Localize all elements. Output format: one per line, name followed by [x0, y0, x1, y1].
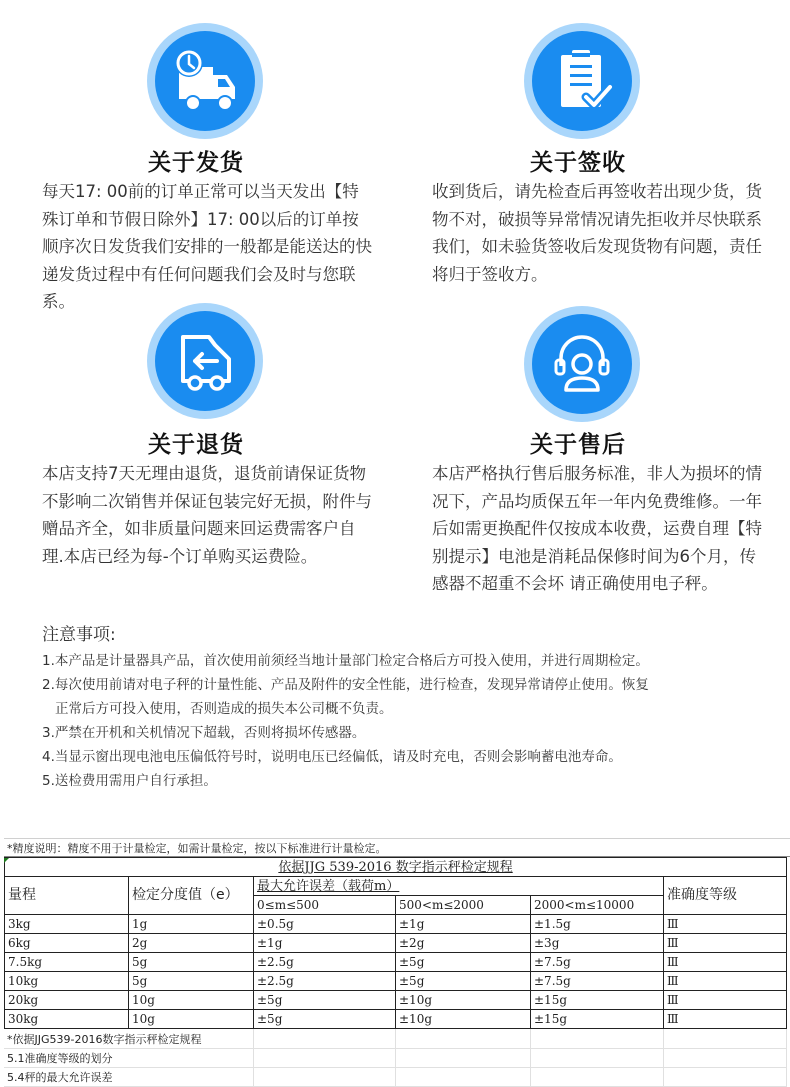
notes-title: 注意事项:	[42, 625, 116, 645]
header-division: 检定分度值（e）	[129, 877, 254, 915]
note-item: 正常后方可投入使用，否则造成的损失本公司概不负责。	[55, 701, 393, 717]
cell: Ⅲ	[664, 972, 787, 991]
cell: 10g	[129, 1010, 254, 1029]
accuracy-table	[4, 857, 787, 1029]
header-mpe-sub: 2000<m≤10000	[531, 896, 664, 915]
cell: ±5g	[396, 972, 531, 991]
cell: 10g	[129, 991, 254, 1010]
table-title: 依据JJG 539-2016 数字指示秤检定规程	[5, 858, 787, 877]
notes-section	[42, 620, 782, 793]
cell: 1g	[129, 915, 254, 934]
header-range: 量程	[5, 877, 129, 915]
footer-notes	[4, 1029, 787, 1087]
receipt-icon-badge	[524, 23, 640, 139]
cell: ±1g	[396, 915, 531, 934]
clipboard-check-icon	[542, 41, 622, 121]
accuracy-spreadsheet	[4, 838, 790, 1087]
cell: ±2.5g	[254, 972, 396, 991]
cell: Ⅲ	[664, 934, 787, 953]
aftersales-title: 关于售后	[530, 432, 626, 458]
cell-comment-marker	[4, 858, 9, 863]
table-row	[5, 915, 787, 934]
cell: 5g	[129, 972, 254, 991]
note-item: 1.本产品是计量器具产品，首次使用前须经当地计量部门检定合格后方可投入使用，并进行周期检定。	[42, 653, 649, 669]
cell: ±1.5g	[531, 915, 664, 934]
cell: 6kg	[5, 934, 129, 953]
cell: ±10g	[396, 1010, 531, 1029]
returns-title: 关于退货	[148, 432, 244, 458]
shipping-title: 关于发货	[148, 150, 244, 176]
footer-note: 5.4秤的最大允许误差	[4, 1067, 253, 1086]
headset-user-icon	[542, 324, 622, 404]
cell: Ⅲ	[664, 1010, 787, 1029]
table-row	[5, 991, 787, 1010]
cell: 3kg	[5, 915, 129, 934]
cell: 20kg	[5, 991, 129, 1010]
footer-note: *依据JJG539-2016数字指示秤检定规程	[4, 1029, 253, 1048]
cell: ±5g	[396, 953, 531, 972]
header-mpe-sub: 0≤m≤500	[254, 896, 396, 915]
cell: ±0.5g	[254, 915, 396, 934]
table-row	[5, 934, 787, 953]
cell: ±5g	[254, 991, 396, 1010]
cell: Ⅲ	[664, 953, 787, 972]
aftersales-icon-badge	[524, 306, 640, 422]
cell: 2g	[129, 934, 254, 953]
cell: ±7.5g	[531, 972, 664, 991]
header-mpe-sub: 500<m≤2000	[396, 896, 531, 915]
cell: ±2g	[396, 934, 531, 953]
note-item: 2.每次使用前请对电子秤的计量性能、产品及附件的安全性能，进行检查，发现异常请停止使用。恢复	[42, 677, 649, 693]
footer-note: 5.1准确度等级的划分	[4, 1048, 253, 1067]
receipt-title: 关于签收	[530, 150, 626, 176]
note-item: 3.严禁在开机和关机情况下超载，否则将损坏传感器。	[42, 725, 366, 741]
cell: ±15g	[531, 1010, 664, 1029]
truck-clock-icon	[165, 41, 245, 121]
returns-body: 本店支持7天无理由退货，退货前请保证货物不影响二次销售并保证包装完好无损，附件与赠品齐全，如非质量问题来回运费需客户自理.本店已经为每-个订单购买运费险。	[42, 464, 372, 566]
table-row	[5, 953, 787, 972]
receipt-body: 收到货后，请先检查后再签收若出现少货，货物不对，破损等异常情况请先拒收并尽快联系我们，如未验货签收后发现货物有问题，责任将归于签收方。	[432, 182, 762, 284]
table-row	[5, 972, 787, 991]
cell: 30kg	[5, 1010, 129, 1029]
cell: 5g	[129, 953, 254, 972]
cell: ±7.5g	[531, 953, 664, 972]
shipping-icon-badge	[147, 23, 263, 139]
cell: Ⅲ	[664, 915, 787, 934]
note-item: 4.当显示窗出现电池电压偏低符号时，说明电压已经偏低，请及时充电，否则会影响蓄电池寿命。	[42, 749, 622, 765]
cell: ±3g	[531, 934, 664, 953]
returns-icon-badge	[147, 303, 263, 419]
cell: ±2.5g	[254, 953, 396, 972]
cell: ±15g	[531, 991, 664, 1010]
precision-note: *精度说明：精度不用于计量检定，如需计量检定，按以下标准进行计量检定。	[4, 838, 790, 857]
cell: Ⅲ	[664, 991, 787, 1010]
shipping-body: 每天17: 00前的订单正常可以当天发出【特殊订单和节假日除外】17: 00以后的订单按顺序次日发货我们安排的一般都是能送达的快递发货过程中有任何问题我们会及时与您联系。	[42, 182, 372, 311]
table-row	[5, 1010, 787, 1029]
cell: 10kg	[5, 972, 129, 991]
return-truck-icon	[165, 321, 245, 401]
header-accuracy: 准确度等级	[664, 877, 787, 915]
cell: ±10g	[396, 991, 531, 1010]
note-item: 5.送检费用需用户自行承担。	[42, 773, 217, 789]
cell: 7.5kg	[5, 953, 129, 972]
cell: ±1g	[254, 934, 396, 953]
cell: ±5g	[254, 1010, 396, 1029]
header-mpe: 最大允许误差（载荷m）	[254, 877, 664, 896]
aftersales-body: 本店严格执行售后服务标准，非人为损坏的情况下，产品均质保五年一年内免费维修。一年后如需更换配件仅按成本收费，运费自理【特别提示】电池是消耗品保修时间为6个月，传感器不超重不会坏 请正确使用电子秤。	[432, 464, 762, 593]
